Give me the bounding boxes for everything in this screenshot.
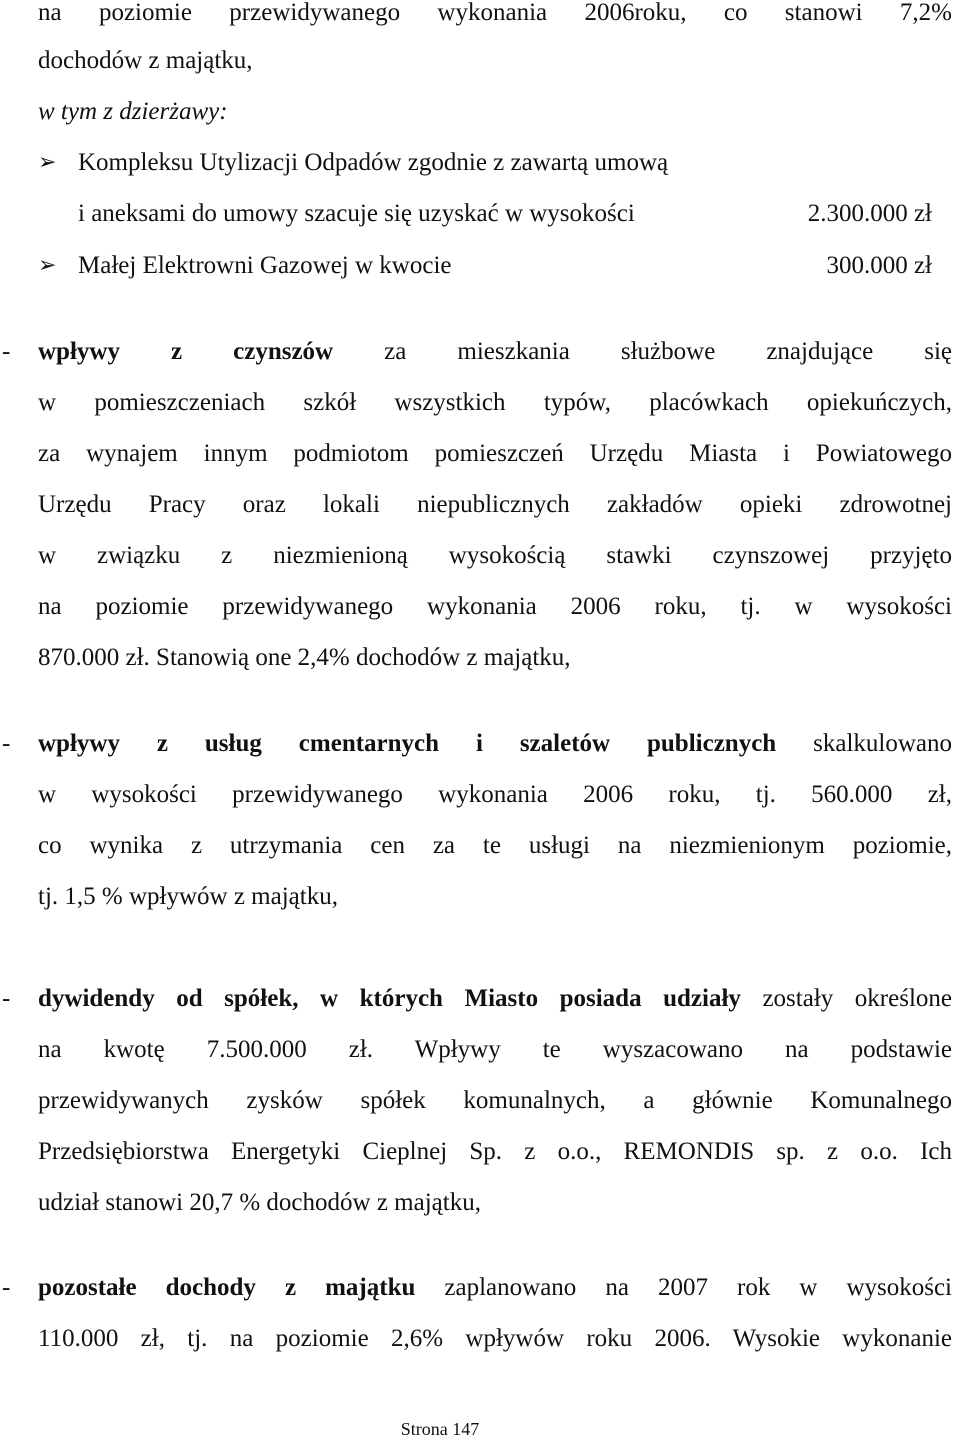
section-1-word: znajdujące bbox=[766, 338, 874, 365]
section-3-line-4: Przedsiębiorstwa Energetyki Cieplnej Sp. z o.o., REMONDIS sp. z o.o. Ich bbox=[38, 1138, 952, 1165]
page-number: Strona 147 bbox=[400, 1419, 480, 1439]
section-3-line-3: przewidywanych zysków spółek komunalnych, a głównie Komunalnego bbox=[38, 1087, 952, 1114]
arrowhead-bullet-icon: ➢ bbox=[38, 253, 57, 278]
section-1-line-5: w związku z niezmienioną wysokością stawki czynszowej przyjęto bbox=[38, 542, 952, 569]
intro-line-1: na poziomie przewidywanego wykonania 2006roku, co stanowi 7,2% bbox=[38, 0, 952, 26]
section-2-line-3: co wynika z utrzymania cen za te usługi na niezmienionym poziomie, bbox=[38, 832, 952, 859]
section-1-bold-word: z bbox=[171, 338, 183, 365]
lease-item-2-amount: 300.000 zł bbox=[826, 252, 932, 279]
arrowhead-bullet-icon: ➢ bbox=[38, 150, 57, 175]
section-2-line-4: tj. 1,5 % wpływów z majątku, bbox=[38, 883, 338, 910]
section-1-line-4: Urzędu Pracy oraz lokali niepublicznych zakładów opieki zdrowotnej bbox=[38, 491, 952, 518]
section-1-line-7: 870.000 zł. Stanowią one 2,4% dochodów z majątku, bbox=[38, 644, 571, 671]
section-3-line-1 bbox=[38, 982, 952, 1016]
section-2-line-2: w wysokości przewidywanego wykonania 2006 roku, tj. 560.000 zł, bbox=[38, 781, 952, 808]
lease-item-1-line-2: i aneksami do umowy szacuje się uzyskać w wysokości bbox=[78, 200, 635, 227]
lease-heading: w tym z dzierżawy: bbox=[38, 98, 228, 125]
intro-line-2: dochodów z majątku, bbox=[38, 47, 253, 74]
section-1-word: służbowe bbox=[620, 338, 716, 365]
section-4-marker: - bbox=[2, 1274, 11, 1301]
lease-item-2-line-1: Małej Elektrowni Gazowej w kwocie bbox=[78, 252, 452, 279]
section-1-line-1 bbox=[38, 335, 952, 369]
section-1-line-2: w pomieszczeniach szkół wszystkich typów, placówkach opiekuńczych, bbox=[38, 389, 952, 416]
section-2-marker: - bbox=[2, 730, 11, 757]
lease-item-1-line-1: Kompleksu Utylizacji Odpadów zgodnie z zawartą umową bbox=[78, 149, 669, 176]
section-2-bold: wpływy z usług cmentarnych i szaletów publicznych bbox=[38, 730, 777, 757]
section-4-line-1 bbox=[38, 1271, 952, 1305]
lease-item-1-amount: 2.300.000 zł bbox=[807, 200, 932, 227]
section-1-marker: - bbox=[2, 338, 11, 365]
section-1-bold-word: czynszów bbox=[233, 338, 334, 365]
section-1-word: za bbox=[384, 338, 407, 365]
section-4-bold: pozostałe dochody z majątku bbox=[38, 1274, 416, 1301]
section-3-bold: dywidendy od spółek, w których Miasto posiada udziały bbox=[38, 985, 741, 1012]
section-3-line-2: na kwotę 7.500.000 zł. Wpływy te wyszacowano na podstawie bbox=[38, 1036, 952, 1063]
section-4-line-2: 110.000 zł, tj. na poziomie 2,6% wpływów roku 2006. Wysokie wykonanie bbox=[38, 1325, 952, 1352]
section-1-line-6: na poziomie przewidywanego wykonania 2006 roku, tj. w wysokości bbox=[38, 593, 952, 620]
section-4-rest: zaplanowano na 2007 rok w wysokości bbox=[444, 1274, 952, 1301]
section-3-marker: - bbox=[2, 985, 11, 1012]
section-2-rest: skalkulowano bbox=[813, 730, 952, 757]
section-1-line-3: za wynajem innym podmiotom pomieszczeń Urzędu Miasta i Powiatowego bbox=[38, 440, 952, 467]
section-1-bold-word: wpływy bbox=[38, 338, 120, 365]
section-3-line-5: udział stanowi 20,7 % dochodów z majątku, bbox=[38, 1189, 481, 1216]
section-3-rest: zostały określone bbox=[762, 985, 952, 1012]
section-1-word: mieszkania bbox=[457, 338, 570, 365]
section-2-line-1 bbox=[38, 727, 952, 761]
section-1-word: się bbox=[924, 338, 953, 365]
